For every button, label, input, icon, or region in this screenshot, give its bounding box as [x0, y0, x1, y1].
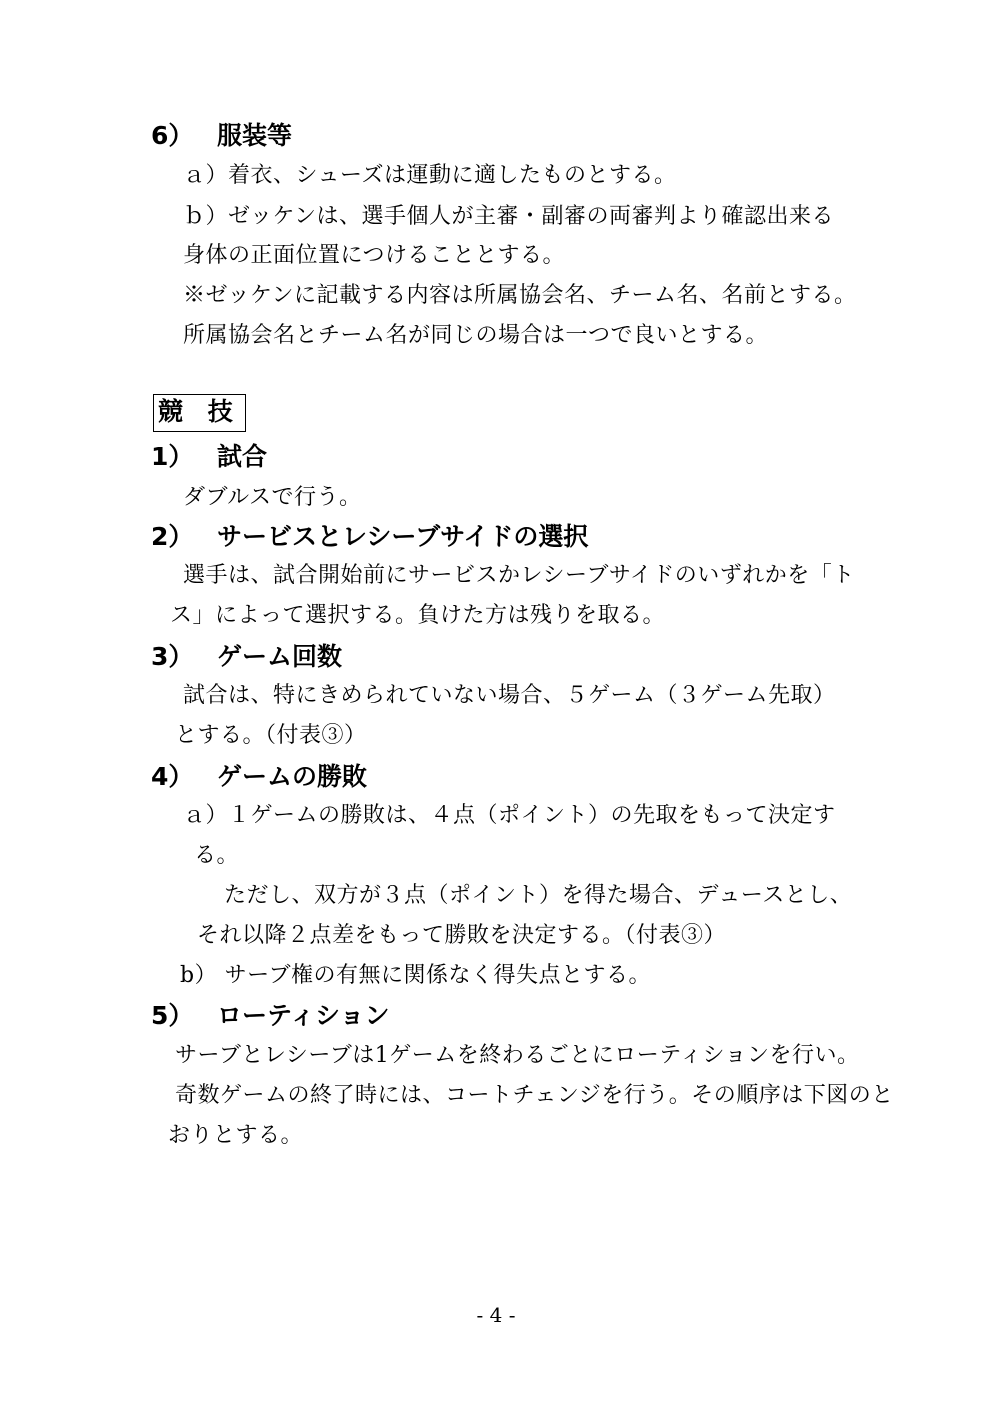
competition-heading: 競 技 [153, 394, 246, 432]
section-title: 服装等 [217, 121, 293, 150]
s4-item-a-line1: ａ）１ゲームの勝敗は、４点（ポイント）の先取をもって決定す [183, 803, 836, 828]
section-number: 1） [151, 442, 194, 471]
section-number: 2） [151, 522, 194, 551]
section-title: サービスとレシーブサイドの選択 [217, 522, 589, 551]
s6-note-line2: 所属協会名とチーム名が同じの場合は一つで良いとする。 [183, 323, 769, 348]
section-number: 6） [151, 121, 194, 150]
section-title: ゲームの勝敗 [217, 762, 368, 791]
s4-item-a-line4: それ以降２点差をもって勝敗を決定する。（付表③） [197, 923, 727, 948]
section-5-heading [151, 996, 390, 1032]
s3-body-line1: 試合は、特にきめられていない場合、５ゲーム（３ゲーム先取） [183, 683, 836, 708]
s4-item-b: b） サーブ権の有無に関係なく得失点とする。 [180, 963, 651, 988]
s4-item-a-line2: る。 [194, 843, 240, 868]
section-6-heading [151, 116, 292, 152]
s2-body-line1: 選手は、試合開始前にサービスかレシーブサイドのいずれかを「ト [183, 563, 855, 588]
section-title: 試合 [217, 442, 268, 471]
s6-item-b-line2: 身体の正面位置につけることとする。 [183, 243, 566, 268]
s2-body-line2: ス」によって選択する。負けた方は残りを取る。 [170, 603, 666, 628]
section-2-heading [151, 517, 588, 553]
s6-note-line1: ※ゼッケンに記載する内容は所属協会名、チーム名、名前とする。 [183, 283, 857, 308]
section-3-heading [151, 637, 342, 673]
section-number: 3） [151, 642, 194, 671]
section-4-heading [151, 757, 367, 793]
s5-body-line2: 奇数ゲームの終了時には、コートチェンジを行う。その順序は下図のと [175, 1083, 894, 1108]
s4-item-a-line3: ただし、双方が３点（ポイント）を得た場合、デュースとし、 [224, 883, 853, 908]
section-title: ゲーム回数 [217, 642, 343, 671]
section-number: 4） [151, 762, 194, 791]
s5-body-line3: おりとする。 [168, 1123, 304, 1148]
s6-item-a: ａ）着衣、シューズは運動に適したものとする。 [183, 163, 677, 188]
section-title: ローティション [217, 1001, 390, 1030]
s3-body-line2: とする。（付表③） [175, 723, 367, 748]
page-number: - 4 - [476, 1303, 516, 1327]
section-number: 5） [151, 1001, 194, 1030]
s5-body-line1: サーブとレシーブは1ゲームを終わるごとにローティションを行い。 [175, 1043, 860, 1068]
s6-item-b-line1: ｂ）ゼッケンは、選手個人が主審・副審の両審判より確認出来る [183, 204, 834, 229]
s1-body: ダブルスで行う。 [183, 485, 362, 510]
section-1-heading [151, 437, 267, 473]
